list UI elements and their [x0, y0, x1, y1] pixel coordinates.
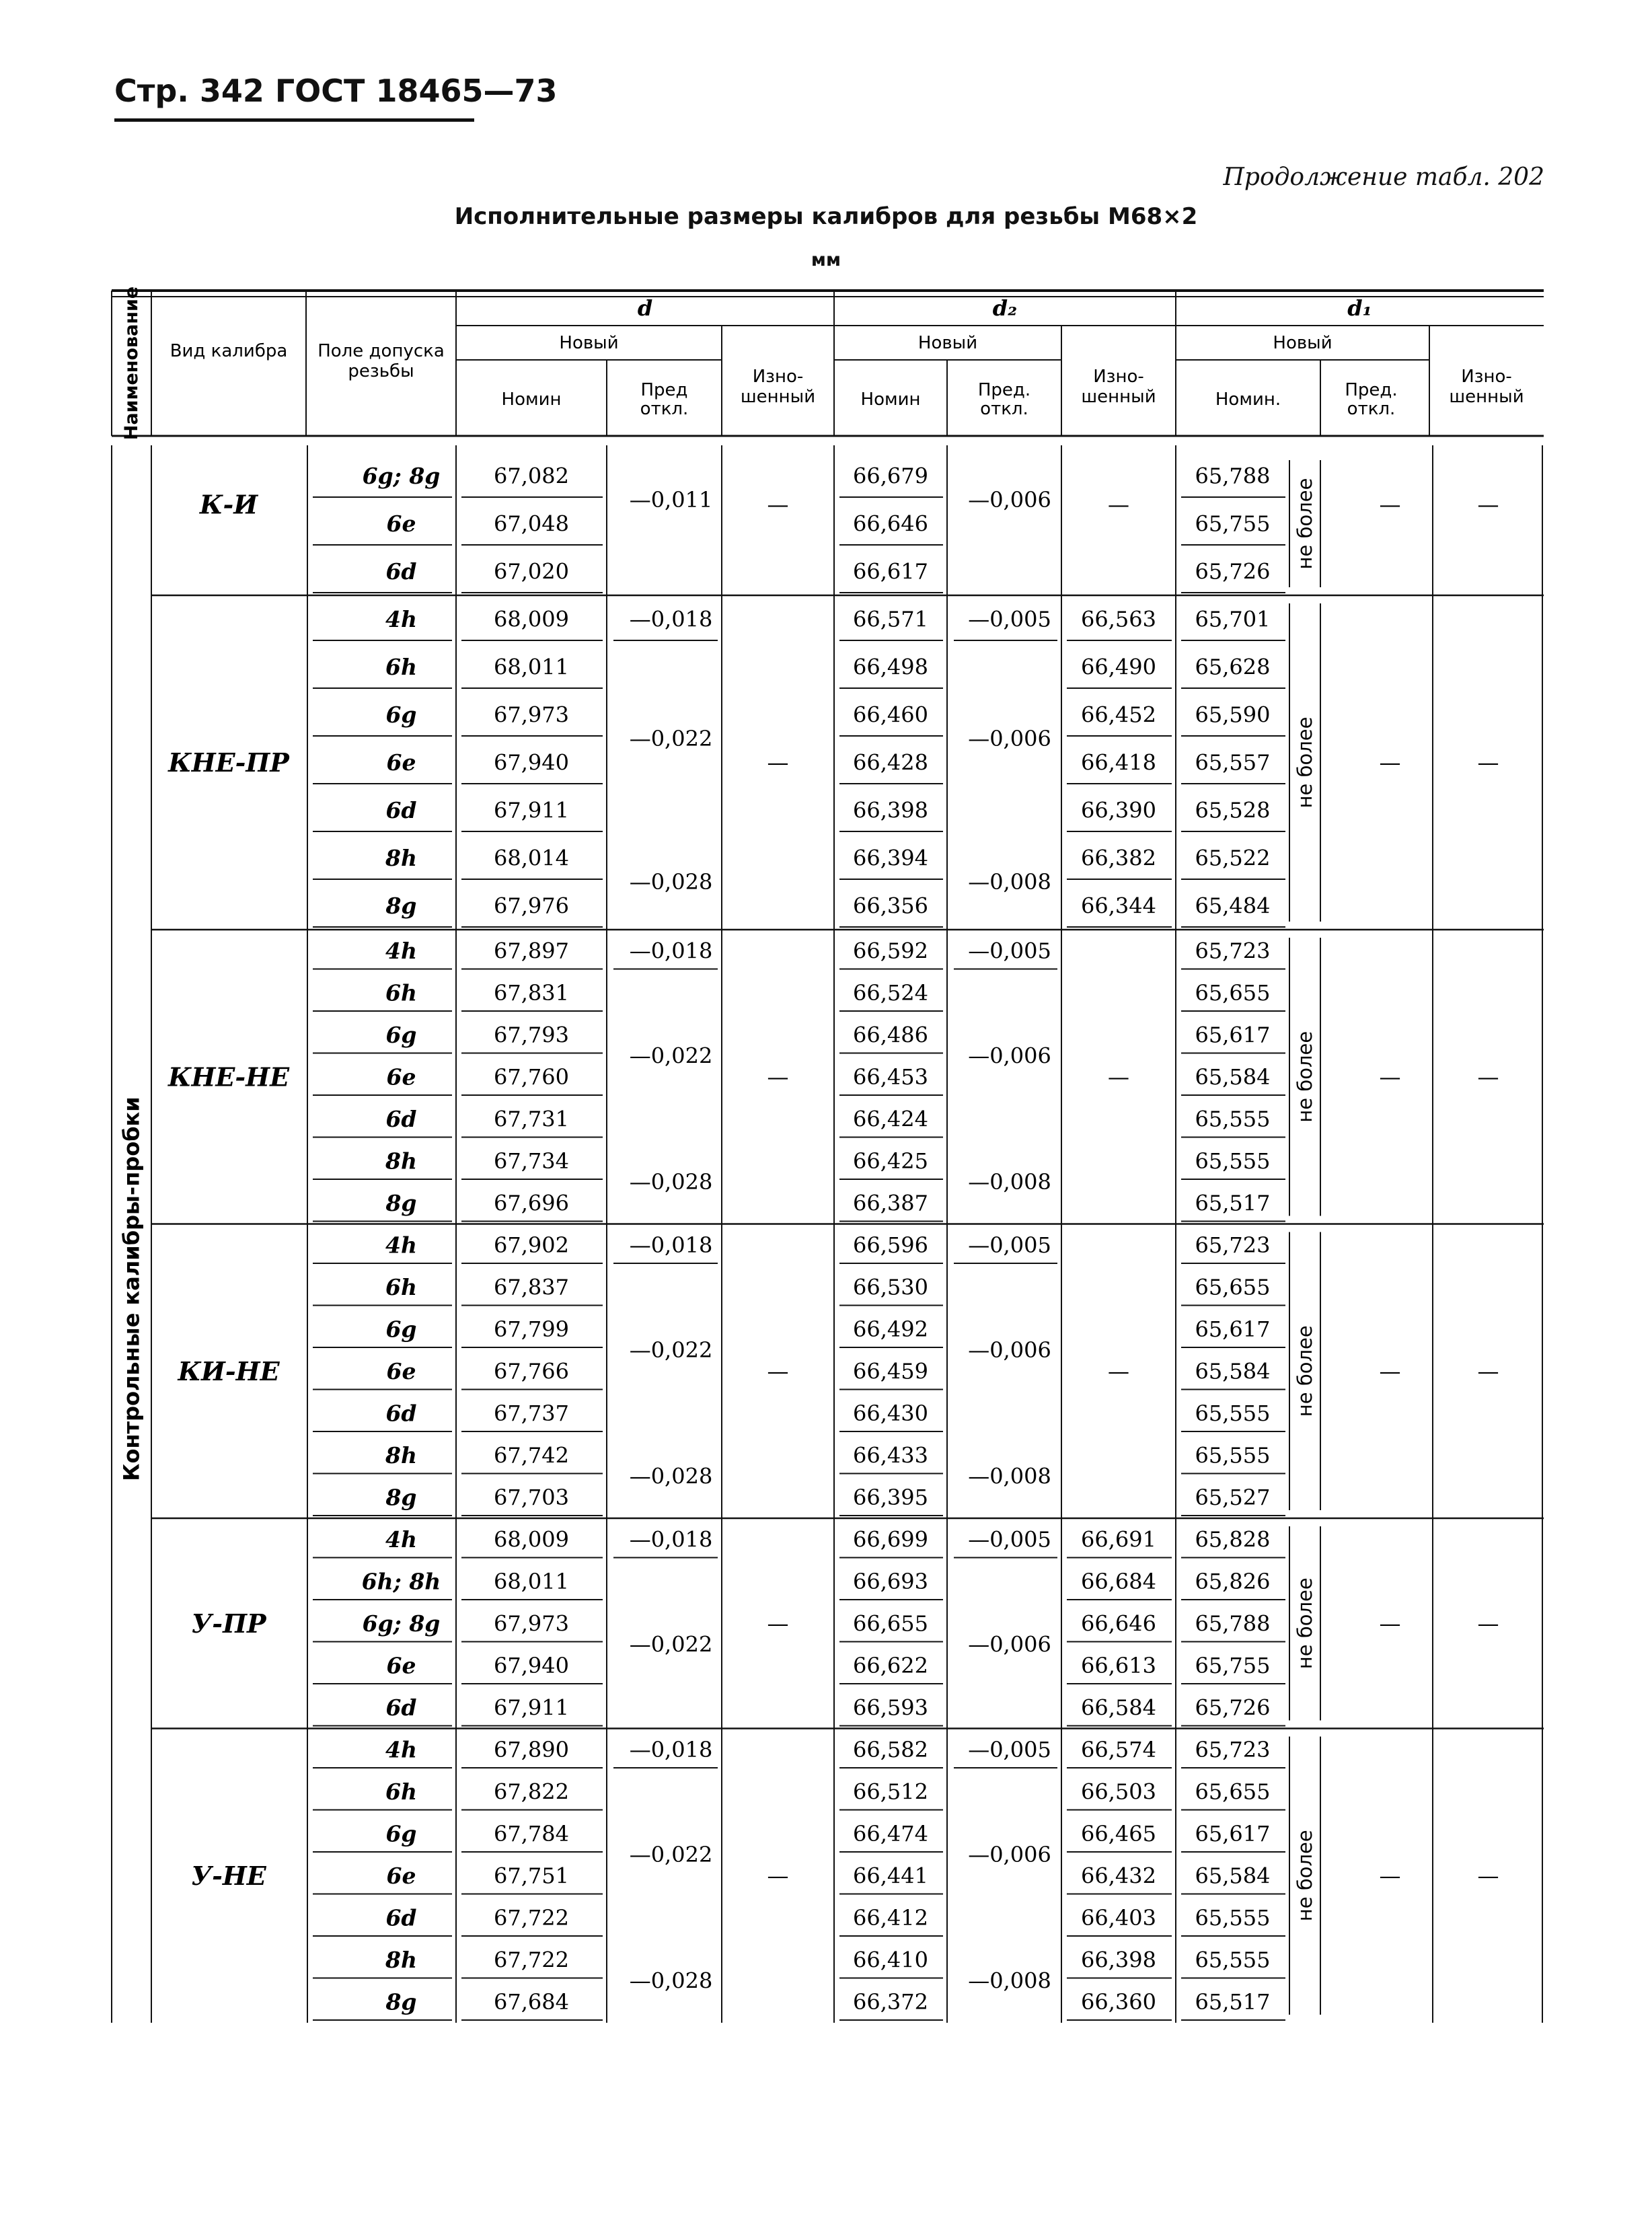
d-nominal: 67,897 — [494, 938, 569, 964]
d2-worn: 66,398 — [1081, 1947, 1156, 1973]
tolerance-field: 4h — [385, 1526, 417, 1553]
tolerance-field: 6g — [385, 1820, 417, 1847]
page-header: Стр. 342 ГОСТ 18465—73 — [114, 73, 558, 109]
d-nominal: 67,976 — [494, 893, 569, 919]
d-deviation: —0,028 — [629, 1463, 713, 1489]
d2-deviation: —0,008 — [968, 1169, 1051, 1195]
d-deviation: —0,022 — [629, 1043, 713, 1069]
d1-deviation-dash: — — [1379, 1064, 1401, 1090]
d-nominal: 67,766 — [494, 1358, 569, 1384]
d1-nominal: 65,723 — [1195, 938, 1271, 964]
d1-nominal: 65,522 — [1195, 845, 1271, 871]
calibre-name: У-ПР — [191, 1608, 266, 1639]
header-d2: d₂ — [992, 295, 1018, 321]
header-name: Наименование — [121, 286, 142, 441]
tolerance-field: 6g; 8g — [362, 1610, 441, 1637]
d-deviation: —0,028 — [629, 1968, 713, 1994]
d2-deviation: —0,005 — [968, 938, 1051, 964]
header-worn: Изно- — [1093, 367, 1144, 387]
d1-nominal: 65,517 — [1195, 1988, 1271, 2015]
tolerance-field: 8h — [385, 1946, 417, 1973]
tolerance-field: 8g — [385, 1189, 417, 1216]
tolerance-field: 6g; 8g — [362, 463, 441, 489]
d-deviation: —0,018 — [629, 1526, 713, 1553]
table-continuation-note: Продолжение табл. 202 — [1223, 163, 1544, 191]
d1-worn-dash: — — [1477, 1863, 1499, 1889]
tolerance-field: 6e — [386, 749, 416, 776]
not-more-label: не более — [1293, 478, 1316, 570]
d1-nominal: 65,655 — [1195, 1779, 1271, 1805]
d2-nominal: 66,398 — [853, 797, 928, 823]
d-nominal: 67,940 — [494, 1652, 569, 1678]
d1-nominal: 65,726 — [1195, 1694, 1271, 1721]
d-nominal: 68,014 — [494, 845, 569, 871]
d1-deviation-dash: — — [1379, 749, 1401, 776]
not-more-label: не более — [1293, 1577, 1316, 1670]
d-deviation: —0,022 — [629, 1631, 713, 1657]
d2-nominal: 66,512 — [853, 1779, 928, 1805]
tolerance-field: 8h — [385, 1442, 417, 1468]
d2-nominal: 66,524 — [853, 979, 928, 1006]
d2-nominal: 66,655 — [853, 1610, 928, 1637]
d1-nominal: 65,755 — [1195, 511, 1271, 537]
d1-worn-dash: — — [1477, 1064, 1499, 1090]
calibre-name: КНЕ-ПР — [168, 747, 289, 778]
calibre-name: У-НЕ — [191, 1860, 266, 1891]
tolerance-field: 4h — [385, 1232, 417, 1259]
d2-nominal: 66,424 — [853, 1106, 928, 1132]
d2-worn: 66,390 — [1081, 797, 1156, 823]
d-worn-dash: — — [767, 1064, 789, 1090]
header-tolerance-field: Поле допуска — [317, 341, 445, 361]
d1-deviation-dash: — — [1379, 1863, 1401, 1889]
d2-worn-dash: — — [1108, 492, 1129, 518]
d1-nominal: 65,617 — [1195, 1820, 1271, 1847]
d-nominal: 67,940 — [494, 749, 569, 776]
tolerance-field: 6h; 8h — [361, 1568, 441, 1595]
d2-nominal: 66,459 — [853, 1358, 928, 1384]
d-nominal: 67,784 — [494, 1820, 569, 1847]
d1-deviation-dash: — — [1379, 492, 1401, 518]
d2-deviation: —0,006 — [968, 726, 1051, 751]
d1-nominal: 65,723 — [1195, 1736, 1271, 1762]
d-nominal: 67,684 — [494, 1988, 569, 2015]
d2-deviation: —0,006 — [968, 1337, 1051, 1363]
header-deviation-d1: Пред. — [1345, 380, 1398, 400]
calibre-name: К-И — [199, 489, 258, 520]
d2-worn: 66,344 — [1081, 893, 1156, 919]
d2-nominal: 66,693 — [853, 1568, 928, 1594]
header-new: Новый — [917, 333, 978, 353]
d1-nominal: 65,826 — [1195, 1568, 1271, 1594]
tolerance-field: 6g — [385, 1021, 417, 1048]
d1-nominal: 65,755 — [1195, 1652, 1271, 1678]
not-more-label: не более — [1293, 716, 1316, 809]
d-nominal: 67,799 — [494, 1316, 569, 1342]
d1-nominal: 65,528 — [1195, 797, 1271, 823]
d2-nominal: 66,394 — [853, 845, 928, 871]
header-worn: Изно- — [1461, 367, 1512, 387]
d2-nominal: 66,433 — [853, 1442, 928, 1468]
not-more-label: не более — [1293, 1031, 1316, 1123]
d1-nominal: 65,527 — [1195, 1484, 1271, 1510]
tolerance-field: 6h — [385, 979, 417, 1006]
d-worn-dash: — — [767, 492, 789, 518]
tolerance-field: 6d — [385, 1694, 417, 1721]
d1-nominal: 65,584 — [1195, 1863, 1271, 1889]
d1-nominal: 65,701 — [1195, 606, 1271, 632]
d2-deviation: —0,006 — [968, 1842, 1051, 1867]
tolerance-field: 6e — [386, 1652, 416, 1679]
d1-nominal: 65,726 — [1195, 558, 1271, 585]
d2-nominal: 66,387 — [853, 1190, 928, 1216]
d2-deviation: —0,006 — [968, 487, 1051, 513]
d2-nominal: 66,395 — [853, 1484, 928, 1510]
d1-nominal: 65,590 — [1195, 702, 1271, 728]
d-nominal: 67,020 — [494, 558, 569, 585]
d2-deviation: —0,008 — [968, 1968, 1051, 1994]
d2-worn: 66,418 — [1081, 749, 1156, 776]
d1-nominal: 65,655 — [1195, 1274, 1271, 1300]
d-nominal: 67,722 — [494, 1904, 569, 1931]
d1-nominal: 65,617 — [1195, 1022, 1271, 1048]
tolerance-field: 6h — [385, 654, 417, 680]
d1-worn-dash: — — [1477, 1610, 1499, 1637]
d2-worn: 66,503 — [1081, 1779, 1156, 1805]
header-d1: d₁ — [1347, 295, 1372, 321]
d2-nominal: 66,425 — [853, 1148, 928, 1174]
d-nominal: 68,011 — [494, 1568, 569, 1594]
header-nominal-d2: Номин — [860, 389, 921, 410]
d-nominal: 67,703 — [494, 1484, 569, 1510]
d-nominal: 67,751 — [494, 1863, 569, 1889]
d2-deviation: —0,005 — [968, 1736, 1051, 1762]
d1-nominal: 65,723 — [1195, 1232, 1271, 1258]
d-worn-dash: — — [767, 1863, 789, 1889]
d2-worn: 66,684 — [1081, 1568, 1156, 1594]
d-nominal: 68,011 — [494, 654, 569, 680]
d1-nominal: 65,628 — [1195, 654, 1271, 680]
d-nominal: 67,973 — [494, 702, 569, 728]
d-deviation: —0,022 — [629, 1337, 713, 1363]
d-worn-dash: — — [767, 1610, 789, 1637]
d2-nominal: 66,582 — [853, 1736, 928, 1762]
d2-deviation: —0,006 — [968, 1631, 1051, 1657]
d1-nominal: 65,555 — [1195, 1106, 1271, 1132]
side-label: Контрольные калибры-пробки — [118, 1096, 145, 1481]
d1-nominal: 65,584 — [1195, 1064, 1271, 1090]
d2-deviation: —0,005 — [968, 1526, 1051, 1553]
d-nominal: 67,911 — [494, 1694, 569, 1721]
d2-nominal: 66,453 — [853, 1064, 928, 1090]
header-worn: шенный — [1449, 387, 1524, 407]
tolerance-field: 8h — [385, 1148, 417, 1175]
tolerance-field: 6e — [386, 1357, 416, 1384]
header-tolerance-field: резьбы — [348, 361, 414, 381]
d2-nominal: 66,530 — [853, 1274, 928, 1300]
d2-nominal: 66,486 — [853, 1022, 928, 1048]
d2-worn-dash: — — [1108, 1064, 1129, 1090]
calibre-name: КНЕ-НЕ — [167, 1061, 290, 1092]
not-more-label: не более — [1293, 1830, 1316, 1922]
d2-worn-dash: — — [1108, 1358, 1129, 1384]
tolerance-field: 6d — [385, 1904, 417, 1931]
header-deviation-d: Пред — [640, 380, 688, 400]
d2-nominal: 66,617 — [853, 558, 928, 585]
tolerance-field: 6e — [386, 1862, 416, 1889]
d-deviation: —0,028 — [629, 869, 713, 895]
d1-nominal: 65,555 — [1195, 1442, 1271, 1468]
calibre-name: КИ-НЕ — [178, 1355, 280, 1386]
d2-deviation: —0,006 — [968, 1043, 1051, 1069]
d-nominal: 67,082 — [494, 463, 569, 489]
d-nominal: 67,973 — [494, 1610, 569, 1637]
tolerance-field: 4h — [385, 937, 417, 964]
header-deviation-d2: откл. — [980, 399, 1028, 419]
d-deviation: —0,018 — [629, 1736, 713, 1762]
tolerance-field: 8g — [385, 893, 417, 919]
tolerance-field: 4h — [385, 606, 417, 632]
d2-nominal: 66,356 — [853, 893, 928, 919]
tolerance-field: 6h — [385, 1778, 417, 1805]
d1-nominal: 65,655 — [1195, 979, 1271, 1006]
d-worn-dash: — — [767, 1358, 789, 1384]
d2-deviation: —0,008 — [968, 869, 1051, 895]
d-nominal: 67,831 — [494, 979, 569, 1006]
d-nominal: 67,734 — [494, 1148, 569, 1174]
tolerance-field: 6e — [386, 511, 416, 537]
d2-deviation: —0,005 — [968, 606, 1051, 632]
d-deviation: —0,018 — [629, 1232, 713, 1258]
tolerance-field: 6h — [385, 1273, 417, 1300]
d2-worn: 66,691 — [1081, 1526, 1156, 1553]
d2-worn: 66,584 — [1081, 1694, 1156, 1721]
d1-worn-dash: — — [1477, 749, 1499, 776]
d-deviation: —0,018 — [629, 938, 713, 964]
d2-nominal: 66,699 — [853, 1526, 928, 1553]
header-nominal-d: Номин — [501, 389, 562, 410]
d1-nominal: 65,555 — [1195, 1400, 1271, 1426]
d1-nominal: 65,788 — [1195, 463, 1271, 489]
d2-worn: 66,490 — [1081, 654, 1156, 680]
d2-nominal: 66,498 — [853, 654, 928, 680]
d2-nominal: 66,372 — [853, 1988, 928, 2015]
tolerance-field: 4h — [385, 1736, 417, 1763]
d2-worn: 66,360 — [1081, 1988, 1156, 2015]
d-nominal: 67,722 — [494, 1947, 569, 1973]
d-nominal: 67,837 — [494, 1274, 569, 1300]
d-nominal: 67,742 — [494, 1442, 569, 1468]
header-deviation-d2: Пред. — [977, 380, 1031, 400]
header-deviation-d1: откл. — [1347, 399, 1396, 419]
d-deviation: —0,022 — [629, 1842, 713, 1867]
d2-nominal: 66,430 — [853, 1400, 928, 1426]
d1-worn-dash: — — [1477, 1358, 1499, 1384]
tolerance-field: 8h — [385, 845, 417, 871]
d2-nominal: 66,410 — [853, 1947, 928, 1973]
d2-nominal: 66,571 — [853, 606, 928, 632]
header-calibre-kind: Вид калибра — [170, 341, 288, 361]
d2-worn: 66,646 — [1081, 1610, 1156, 1637]
d1-deviation-dash: — — [1379, 1610, 1401, 1637]
d1-deviation-dash: — — [1379, 1358, 1401, 1384]
d-nominal: 67,822 — [494, 1779, 569, 1805]
d1-nominal: 65,517 — [1195, 1190, 1271, 1216]
d2-worn: 66,563 — [1081, 606, 1156, 632]
header-worn: шенный — [1081, 387, 1156, 407]
d2-worn: 66,465 — [1081, 1820, 1156, 1847]
d-nominal: 67,696 — [494, 1190, 569, 1216]
d2-worn: 66,403 — [1081, 1904, 1156, 1931]
d1-nominal: 65,788 — [1195, 1610, 1271, 1637]
d1-nominal: 65,617 — [1195, 1316, 1271, 1342]
header-d: d — [637, 295, 653, 321]
d2-worn: 66,613 — [1081, 1652, 1156, 1678]
d2-worn: 66,452 — [1081, 702, 1156, 728]
tolerance-field: 6g — [385, 1316, 417, 1343]
d2-deviation: —0,008 — [968, 1463, 1051, 1489]
table-title: Исполнительные размеры калибров для резьбы М68×2 — [454, 203, 1198, 230]
tolerance-field: 6e — [386, 1064, 416, 1090]
d2-nominal: 66,441 — [853, 1863, 928, 1889]
d2-nominal: 66,593 — [853, 1694, 928, 1721]
d2-nominal: 66,474 — [853, 1820, 928, 1847]
d1-nominal: 65,828 — [1195, 1526, 1271, 1553]
header-deviation-d: откл. — [640, 399, 689, 419]
header-new: Новый — [1273, 333, 1332, 353]
d2-nominal: 66,492 — [853, 1316, 928, 1342]
d1-nominal: 65,484 — [1195, 893, 1271, 919]
d2-nominal: 66,412 — [853, 1904, 928, 1931]
d2-worn: 66,382 — [1081, 845, 1156, 871]
d2-deviation: —0,005 — [968, 1232, 1051, 1258]
header-nominal-d1: Номин. — [1215, 389, 1281, 410]
tolerance-field: 6d — [385, 797, 417, 823]
units-label: мм — [811, 250, 841, 270]
d1-nominal: 65,584 — [1195, 1358, 1271, 1384]
d-nominal: 67,793 — [494, 1022, 569, 1048]
d-nominal: 67,048 — [494, 511, 569, 537]
d1-nominal: 65,555 — [1195, 1148, 1271, 1174]
d-nominal: 67,760 — [494, 1064, 569, 1090]
d-worn-dash: — — [767, 749, 789, 776]
d2-nominal: 66,596 — [853, 1232, 928, 1258]
d2-nominal: 66,646 — [853, 511, 928, 537]
d-nominal: 67,737 — [494, 1400, 569, 1426]
tolerance-field: 6d — [385, 1105, 417, 1132]
header-worn: шенный — [740, 387, 816, 407]
not-more-label: не более — [1293, 1325, 1316, 1417]
d-nominal: 67,911 — [494, 797, 569, 823]
d-deviation: —0,028 — [629, 1169, 713, 1195]
d2-nominal: 66,460 — [853, 702, 928, 728]
d2-nominal: 66,428 — [853, 749, 928, 776]
d2-nominal: 66,679 — [853, 463, 928, 489]
d-nominal: 67,902 — [494, 1232, 569, 1258]
d1-nominal: 65,555 — [1195, 1904, 1271, 1931]
d-nominal: 67,731 — [494, 1106, 569, 1132]
d1-worn-dash: — — [1477, 492, 1499, 518]
tolerance-field: 6g — [385, 702, 417, 728]
d-nominal: 67,890 — [494, 1736, 569, 1762]
d2-worn: 66,574 — [1081, 1736, 1156, 1762]
d-deviation: —0,018 — [629, 606, 713, 632]
tolerance-field: 8g — [385, 1484, 417, 1511]
tolerance-field: 6d — [385, 558, 417, 585]
d-nominal: 68,009 — [494, 606, 569, 632]
tolerance-field: 6d — [385, 1400, 417, 1427]
d2-worn: 66,432 — [1081, 1863, 1156, 1889]
tolerance-field: 8g — [385, 1988, 417, 2015]
d2-nominal: 66,592 — [853, 938, 928, 964]
d1-nominal: 65,555 — [1195, 1947, 1271, 1973]
header-new: Новый — [559, 333, 619, 353]
header-worn: Изно- — [752, 367, 804, 387]
d1-nominal: 65,557 — [1195, 749, 1271, 776]
d-nominal: 68,009 — [494, 1526, 569, 1553]
d-deviation: —0,022 — [629, 726, 713, 751]
d-deviation: —0,011 — [629, 487, 713, 513]
d2-nominal: 66,622 — [853, 1652, 928, 1678]
